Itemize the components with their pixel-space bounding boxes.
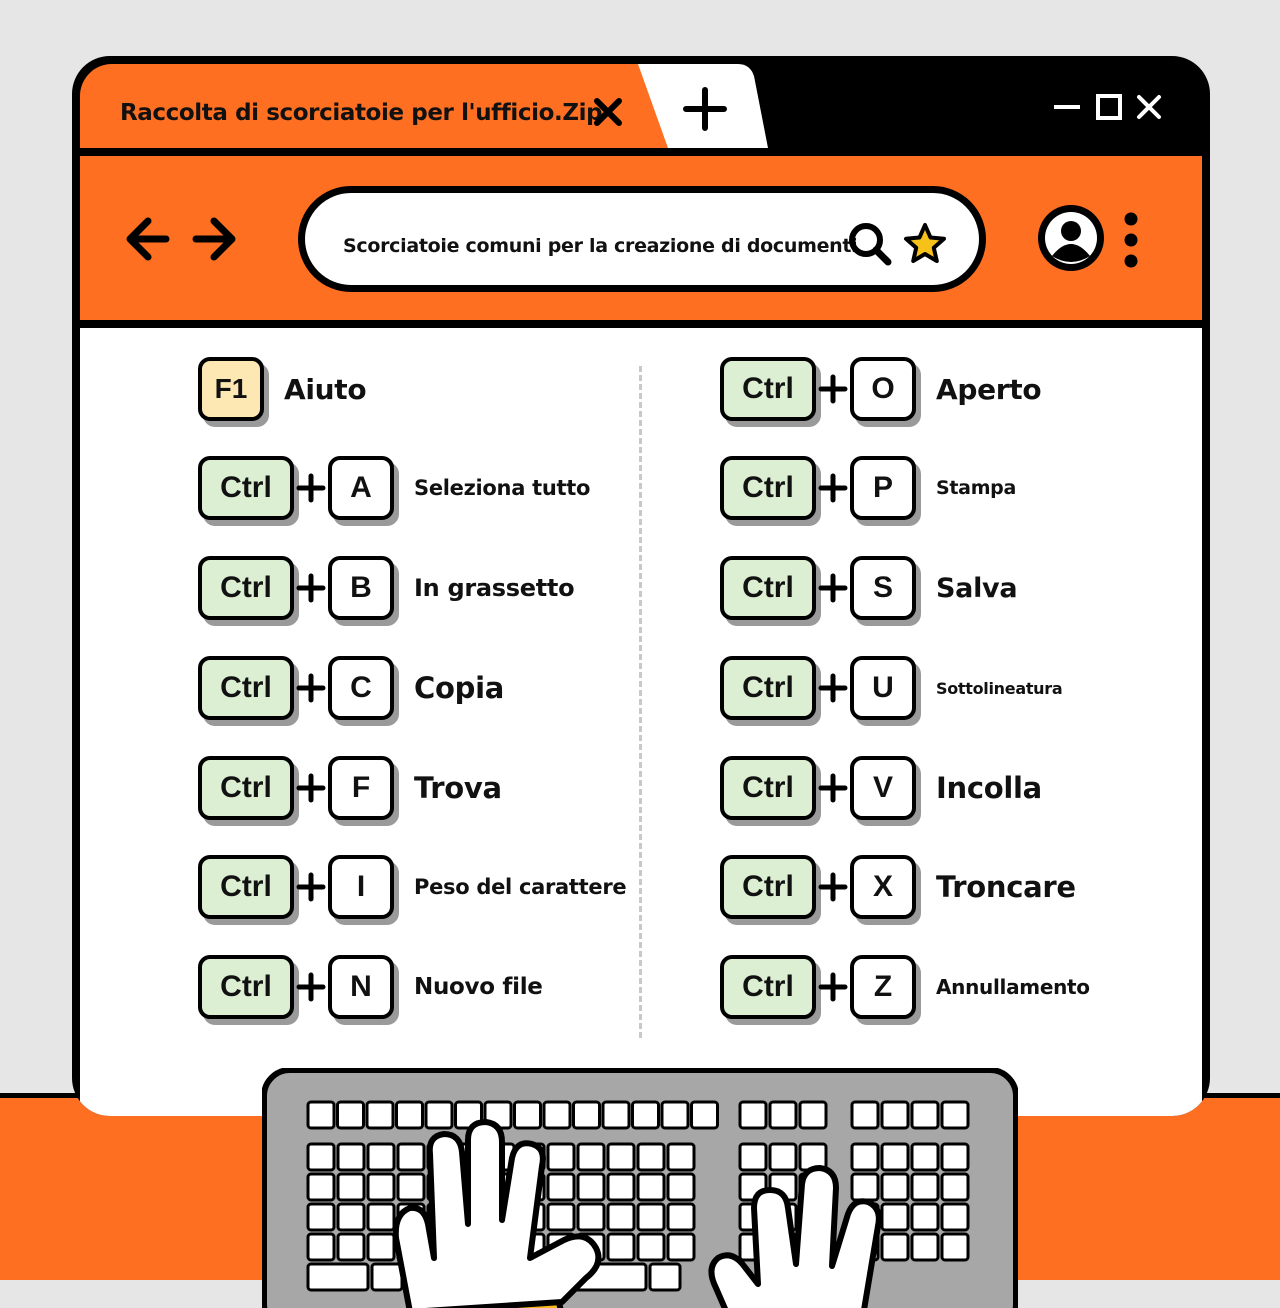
ctrl-key: Ctrl: [198, 656, 294, 720]
shortcut-label: Nuovo file: [414, 974, 543, 1000]
keyboard-key: [668, 1174, 694, 1200]
keyboard-key: [638, 1204, 664, 1230]
keyboard-key: [912, 1174, 938, 1200]
keyboard-key: [692, 1102, 718, 1128]
keyboard-key: [338, 1204, 364, 1230]
shortcut-row: [198, 854, 626, 920]
keyboard-key: [308, 1102, 334, 1128]
shortcut-list: [80, 328, 1202, 1116]
shortcut-row: [720, 356, 1041, 422]
close-icon[interactable]: [592, 96, 624, 128]
shortcut-row: [720, 755, 1042, 821]
letter-key: C: [328, 656, 394, 720]
keyboard-key: [608, 1174, 634, 1200]
keyboard-key: [770, 1144, 796, 1170]
keyboard-key: [740, 1102, 766, 1128]
browser-window: [72, 56, 1210, 1116]
function-key: F1: [198, 357, 264, 421]
keyboard-key: [338, 1234, 364, 1260]
ctrl-key: Ctrl: [720, 456, 816, 520]
keyboard-key: [882, 1234, 908, 1260]
plus-icon: [294, 471, 328, 505]
keyboard-key: [338, 1144, 364, 1170]
keyboard-key: [650, 1264, 680, 1290]
keyboard-key: [544, 1102, 570, 1128]
active-tab[interactable]: [80, 64, 685, 148]
keyboard-key: [942, 1204, 968, 1230]
keyboard-key: [638, 1144, 664, 1170]
tab-title: Raccolta di scorciatoie per l'ufficio.Zip: [120, 100, 603, 126]
keyboard-key: [608, 1204, 634, 1230]
keyboard-key: [662, 1102, 688, 1128]
plus-icon: [816, 471, 850, 505]
plus-icon: [816, 571, 850, 605]
plus-icon: [816, 870, 850, 904]
keyboard-key: [372, 1264, 402, 1290]
shortcut-label: Peso del carattere: [414, 875, 627, 899]
plus-icon: [294, 571, 328, 605]
ctrl-key: Ctrl: [720, 955, 816, 1019]
keyboard-key: [338, 1174, 364, 1200]
keyboard-key: [912, 1234, 938, 1260]
letter-key: Z: [850, 955, 916, 1019]
letter-key: S: [850, 556, 916, 620]
search-icon[interactable]: [847, 221, 893, 267]
shortcut-label: Sottolineatura: [936, 678, 1063, 698]
letter-key: F: [328, 756, 394, 820]
keyboard-key: [882, 1144, 908, 1170]
search-input[interactable]: Scorciatoie comuni per la creazione di documenti: [343, 235, 858, 257]
keyboard-key: [308, 1264, 368, 1290]
keyboard-key: [515, 1102, 541, 1128]
shortcut-row: [198, 455, 590, 521]
shortcut-label: Seleziona tutto: [414, 476, 591, 500]
plus-icon: [294, 970, 328, 1004]
keyboard-key: [882, 1204, 908, 1230]
keyboard-key: [882, 1174, 908, 1200]
keyboard-key: [852, 1174, 878, 1200]
plus-icon: [816, 771, 850, 805]
keyboard-key: [308, 1174, 334, 1200]
shortcut-label: Aperto: [936, 372, 1042, 406]
ctrl-key: Ctrl: [720, 556, 816, 620]
keyboard-key: [548, 1174, 574, 1200]
plus-icon: [816, 372, 850, 406]
keyboard-key: [852, 1144, 878, 1170]
keyboard-key: [548, 1204, 574, 1230]
plus-icon: [816, 671, 850, 705]
keyboard-key: [942, 1144, 968, 1170]
keyboard-key: [603, 1102, 629, 1128]
letter-key: I: [328, 855, 394, 919]
star-icon[interactable]: [901, 221, 949, 267]
keyboard-key: [912, 1144, 938, 1170]
shortcut-label: Annullamento: [936, 975, 1090, 999]
shortcut-label: Salva: [936, 572, 1018, 604]
keyboard-key: [668, 1234, 694, 1260]
keyboard-key: [578, 1144, 604, 1170]
plus-icon: [816, 970, 850, 1004]
shortcut-label: Stampa: [936, 477, 1017, 499]
ctrl-key: Ctrl: [198, 456, 294, 520]
keyboard-key: [578, 1204, 604, 1230]
keyboard-key: [608, 1234, 634, 1260]
keyboard-key: [852, 1102, 878, 1128]
shortcut-label: Trova: [414, 771, 502, 805]
ctrl-key: Ctrl: [720, 855, 816, 919]
keyboard-key: [740, 1144, 766, 1170]
shortcut-row: [720, 555, 1017, 621]
keyboard-key: [942, 1234, 968, 1260]
keyboard-key: [368, 1144, 394, 1170]
keyboard-key: [770, 1102, 796, 1128]
keyboard-key: [398, 1174, 424, 1200]
shortcut-label: Incolla: [936, 771, 1042, 805]
back-arrow-icon[interactable]: [130, 221, 166, 257]
keyboard-key: [308, 1204, 334, 1230]
keyboard-key: [426, 1102, 452, 1128]
shortcut-row: [198, 954, 543, 1020]
letter-key: X: [850, 855, 916, 919]
shortcut-row: [198, 356, 366, 422]
ctrl-key: Ctrl: [720, 357, 816, 421]
letter-key: B: [328, 556, 394, 620]
ctrl-key: Ctrl: [720, 656, 816, 720]
letter-key: V: [850, 756, 916, 820]
letter-key: O: [850, 357, 916, 421]
keyboard-key: [397, 1102, 423, 1128]
keyboard-key: [912, 1102, 938, 1128]
shortcut-row: [720, 455, 1016, 521]
window-close-icon[interactable]: [1134, 92, 1164, 122]
plus-icon: [294, 771, 328, 805]
forward-arrow-icon[interactable]: [196, 221, 232, 257]
user-icon[interactable]: [1035, 202, 1107, 274]
shortcut-label: Aiuto: [284, 372, 367, 406]
plus-icon: [294, 870, 328, 904]
keyboard-key: [574, 1102, 600, 1128]
shortcut-row: [198, 555, 574, 621]
keyboard-key: [638, 1234, 664, 1260]
shortcut-label: Troncare: [936, 870, 1076, 904]
keyboard-key: [800, 1102, 826, 1128]
shortcut-row: [198, 755, 502, 821]
keyboard-key: [633, 1102, 659, 1128]
keyboard-key: [308, 1234, 334, 1260]
keyboard-key: [942, 1174, 968, 1200]
plus-icon[interactable]: [682, 86, 728, 132]
keyboard-key: [368, 1234, 394, 1260]
ctrl-key: Ctrl: [720, 756, 816, 820]
toolbar: [80, 156, 1202, 320]
keyboard-key: [368, 1174, 394, 1200]
keyboard-key: [882, 1102, 908, 1128]
shortcut-label: Copia: [414, 671, 504, 705]
keyboard-key: [548, 1144, 574, 1170]
letter-key: U: [850, 656, 916, 720]
keyboard-key: [912, 1204, 938, 1230]
keyboard-key: [668, 1144, 694, 1170]
maximize-icon[interactable]: [1094, 92, 1124, 122]
column-divider: [639, 366, 642, 1038]
navigation-arrows: [124, 212, 244, 266]
shortcut-row: [720, 655, 1062, 721]
ctrl-key: Ctrl: [198, 556, 294, 620]
keyboard-key: [367, 1102, 393, 1128]
ctrl-key: Ctrl: [198, 955, 294, 1019]
keyboard-key: [578, 1174, 604, 1200]
keyboard-key: [638, 1174, 664, 1200]
more-icon[interactable]: [1122, 212, 1140, 268]
minimize-icon[interactable]: [1052, 92, 1082, 122]
shortcut-row: [720, 854, 1076, 920]
keyboard-key: [942, 1102, 968, 1128]
keyboard-key: [608, 1144, 634, 1170]
keyboard-icon: [262, 1068, 1018, 1308]
letter-key: P: [850, 456, 916, 520]
ctrl-key: Ctrl: [198, 855, 294, 919]
shortcut-row: [720, 954, 1090, 1020]
search-bar[interactable]: [298, 186, 986, 292]
ctrl-key: Ctrl: [198, 756, 294, 820]
plus-icon: [294, 671, 328, 705]
keyboard-key: [338, 1102, 364, 1128]
keyboard-key: [368, 1204, 394, 1230]
letter-key: N: [328, 955, 394, 1019]
shortcut-label: In grassetto: [414, 574, 575, 602]
letter-key: A: [328, 456, 394, 520]
keyboard-key: [668, 1204, 694, 1230]
keyboard-key: [308, 1144, 334, 1170]
shortcut-row: [198, 655, 504, 721]
keyboard-key: [398, 1144, 424, 1170]
